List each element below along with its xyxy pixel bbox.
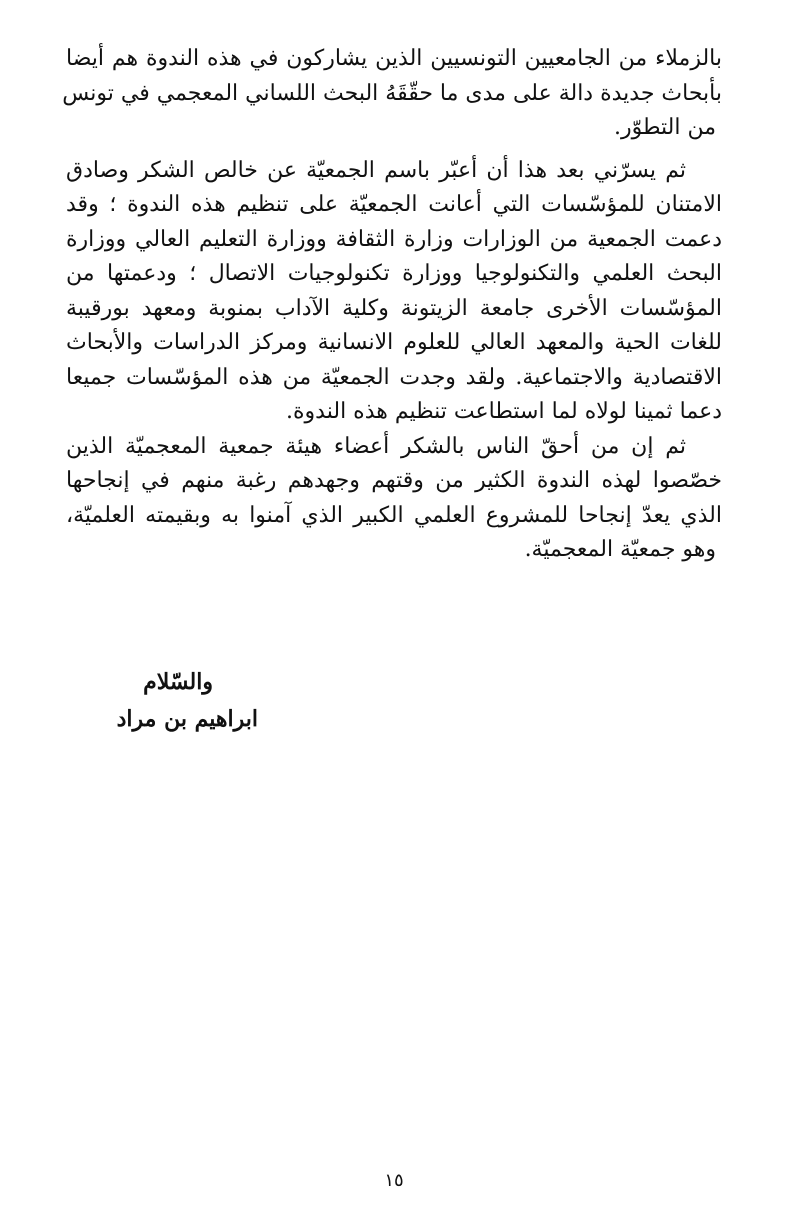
text-line: البحث العلمي والتكنولوجيا ووزارة تكنولوجيات الاتصال ؛ ودعمتها من [66, 261, 722, 286]
text-line: الامتنان للمؤسّسات التي أعانت الجمعيّة على تنظيم هذه الندوة ؛ وقد [66, 192, 722, 217]
text-line: خصّصوا لهذه الندوة الكثير من وقتهم وجهدهم رغبة منهم في إنجاحها [66, 468, 722, 493]
text-line: ثم إن من أحقّ الناس بالشكر أعضاء هيئة جمعية المعجميّة الذين [66, 433, 686, 459]
text-line: للغات الحية والمعهد العالي للعلوم الانسانية ومركز الدراسات والأبحاث [66, 330, 722, 355]
text-line: وهو جمعيّة المعجميّة. [524, 537, 716, 562]
paragraph-2 [66, 154, 722, 430]
paragraph-1 [62, 42, 722, 146]
text-line: المؤسّسات الأخرى جامعة الزيتونة وكلية الآداب بمنوبة ومعهد بورقيبة [66, 295, 722, 321]
paragraph-3 [66, 430, 722, 568]
signature: ابراهيم بن مراد [116, 706, 258, 732]
text-line: بأبحاث جديدة دالة على مدى ما حقّقَهُ البحث اللساني المعجمي في تونس [62, 80, 722, 106]
text-line: ثم يسرّني بعد هذا أن أعبّر باسم الجمعيّة عن خالص الشكر وصادق [66, 157, 686, 183]
text-line: دعمت الجمعية من الوزارات وزارة الثقافة ووزارة التعليم العالي ووزارة [66, 226, 722, 252]
page-number: ١٥ [384, 1170, 404, 1191]
text-line: الاقتصادية والاجتماعية. ولقد وجدت الجمعيّة من هذه المؤسّسات جميعا [66, 364, 722, 390]
text-line: بالزملاء من الجامعيين التونسيين الذين يشاركون في هذه الندوة هم أيضا [66, 46, 722, 71]
text-line: من التطوّر. [613, 115, 716, 140]
text-line: الذي يعدّ إنجاحا للمشروع العلمي الكبير الذي آمنوا به وبقيمته العلميّة، [66, 502, 722, 528]
body-text [62, 42, 722, 568]
text-line: دعما ثمينا لولاه لما استطاعت تنظيم هذه الندوة. [286, 399, 722, 424]
closing-salutation: والسّلام [143, 669, 213, 695]
